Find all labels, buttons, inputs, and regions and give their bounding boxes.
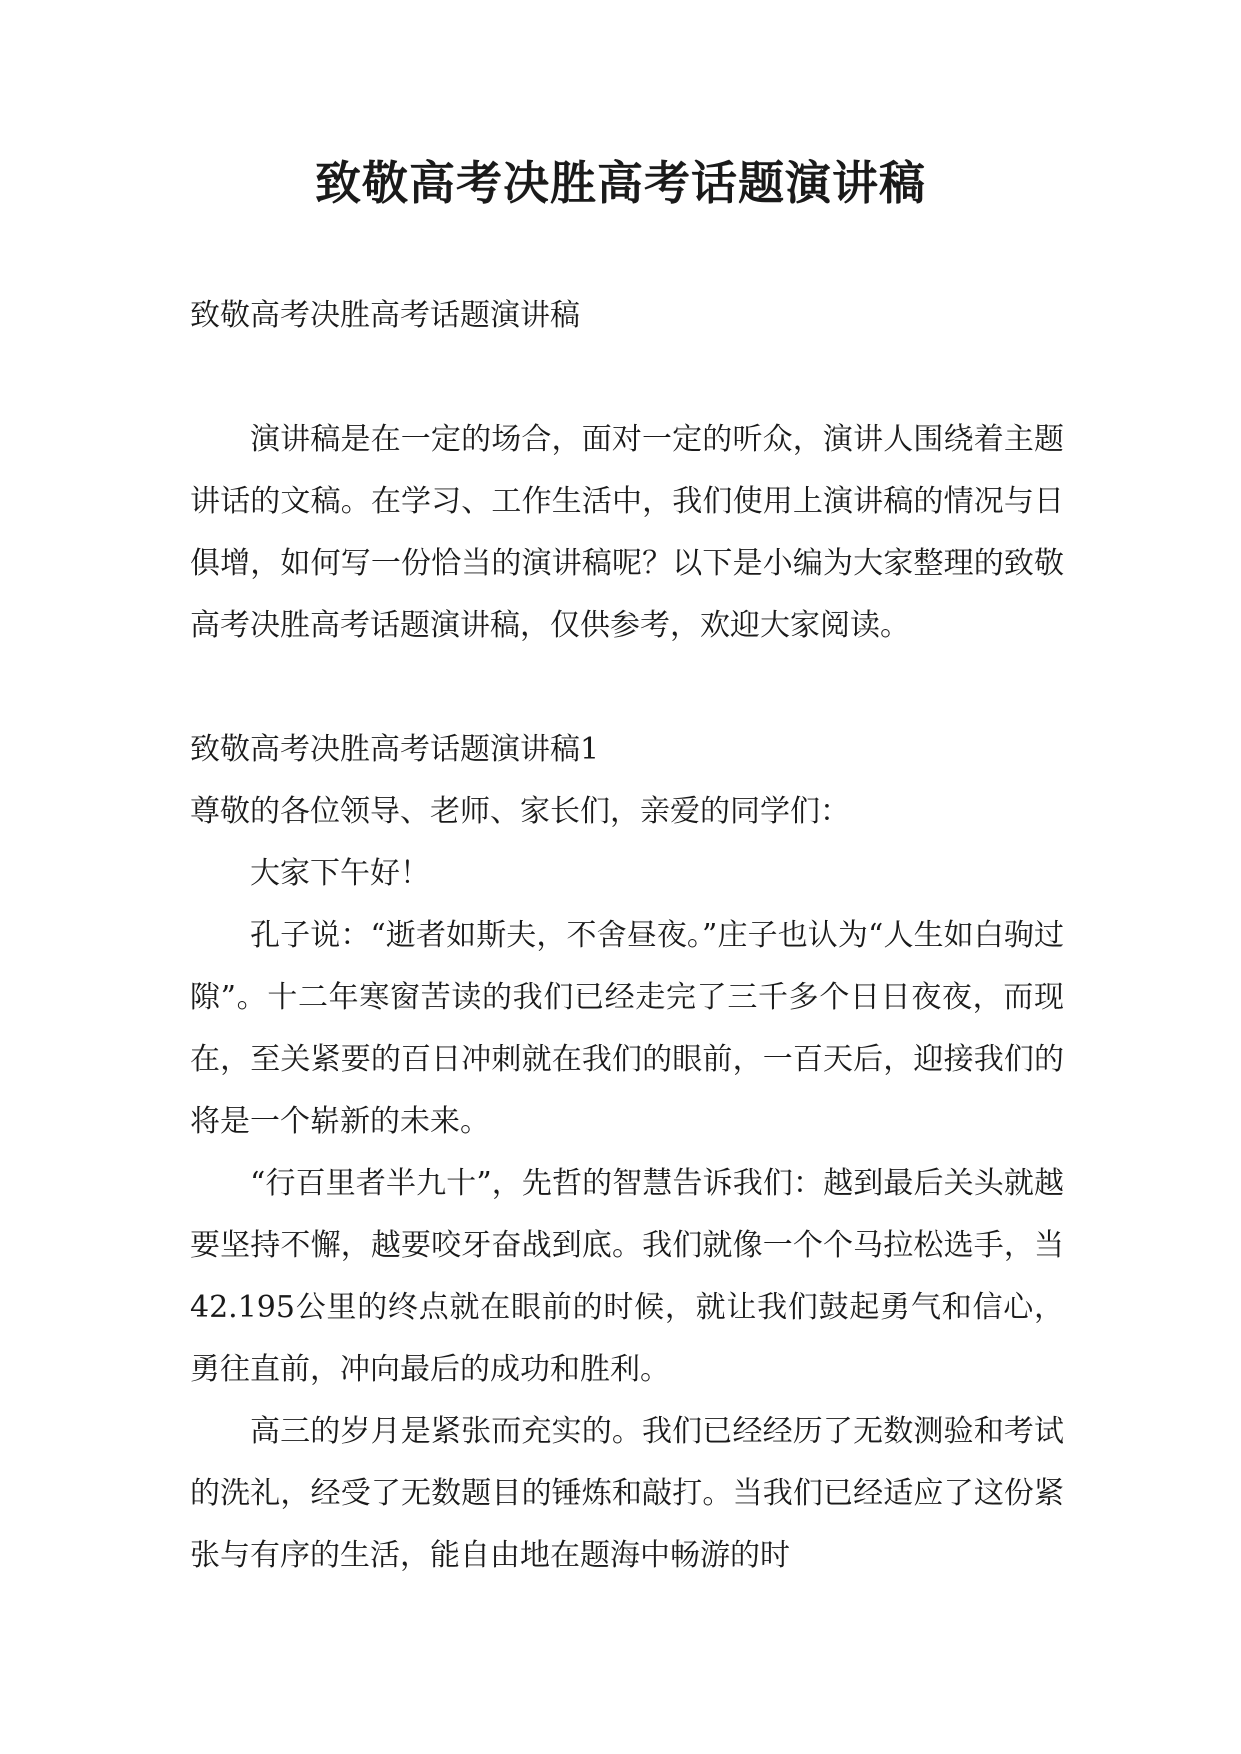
section-heading: 致敬高考决胜高考话题演讲稿1 [190, 732, 600, 767]
intro-paragraph: 演讲稿是在一定的场合，面对一定的听众，演讲人围绕着主题讲话的文稿。在学习、工作生活中，我们使用上演讲稿的情况与日俱增，如何写一份恰当的演讲稿呢？以下是小编为大家整理的致敬高考决胜高考话题演讲稿，仅供参考，欢迎大家阅读。 [190, 422, 1064, 643]
greeting: 大家下午好！ [250, 856, 430, 891]
document-title: 致敬高考决胜高考话题演讲稿 [315, 156, 926, 210]
spacer [190, 657, 1064, 719]
body-paragraph: 孔子说：“逝者如斯夫，不舍昼夜。”庄子也认为“人生如白驹过隙”。十二年寒窗苦读的我们已经走完了三千多个日日夜夜，而现在，至关紧要的百日冲刺就在我们的眼前，一百天后，迎接我们的将是一个崭新的未来。 [190, 918, 1064, 1139]
body-paragraph: 高三的岁月是紧张而充实的。我们已经经历了无数测验和考试的洗礼，经受了无数题目的锤炼和敲打。当我们已经适应了这份紧张与有序的生活，能自由地在题海中畅游的时 [190, 1414, 1064, 1573]
salutation: 尊敬的各位领导、老师、家长们，亲爱的同学们： [190, 794, 850, 829]
body-paragraph: “行百里者半九十”，先哲的智慧告诉我们：越到最后关头就越要坚持不懈，越要咬牙奋战到底。我们就像一个个马拉松选手，当42.195公里的终点就在眼前的时候，就让我们鼓起勇气和信心，勇往直前，冲向最后的成功和胜利。 [190, 1166, 1064, 1387]
spacer [190, 347, 1064, 409]
document-body [190, 285, 1064, 1587]
document-subtitle: 致敬高考决胜高考话题演讲稿 [190, 298, 580, 333]
